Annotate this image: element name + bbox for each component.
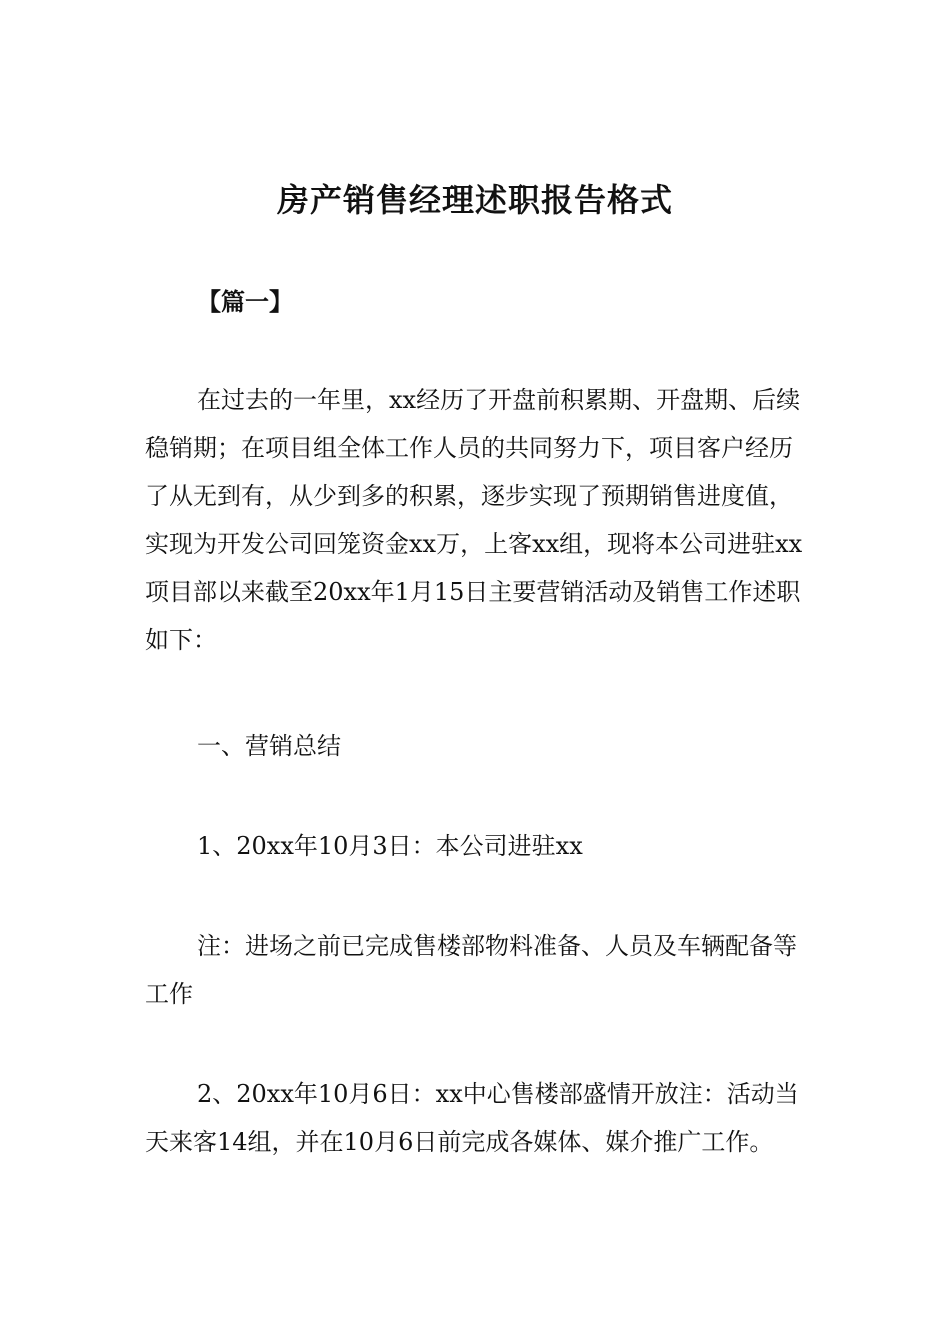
document-title: 房产销售经理述职报告格式 [276,181,673,219]
section-label: 【篇一】 [197,288,293,316]
timeline-item-2: 2、20xx年10月6日：xx中心售楼部盛情开放注：活动当天来客14组，并在10月6日前完成各媒体、媒介推广工作。 [145,1080,799,1156]
marketing-summary-heading: 一、营销总结 [197,732,341,760]
intro-paragraph: 在过去的一年里，xx经历了开盘前积累期、开盘期、后续稳销期；在项目组全体工作人员的共同努力下，项目客户经历了从无到有，从少到多的积累，逐步实现了预期销售进度值，实现为开发公司回笼资金xx万，上客xx组，现将本公司进驻xx项目部以来截至20xx年1月15日主要营销活动及销售工作述职如下： [145,386,803,654]
timeline-note-1: 注：进场之前已完成售楼部物料准备、人员及车辆配备等工作 [145,932,797,1008]
timeline-item-1: 1、20xx年10月3日：本公司进驻xx [197,832,583,860]
